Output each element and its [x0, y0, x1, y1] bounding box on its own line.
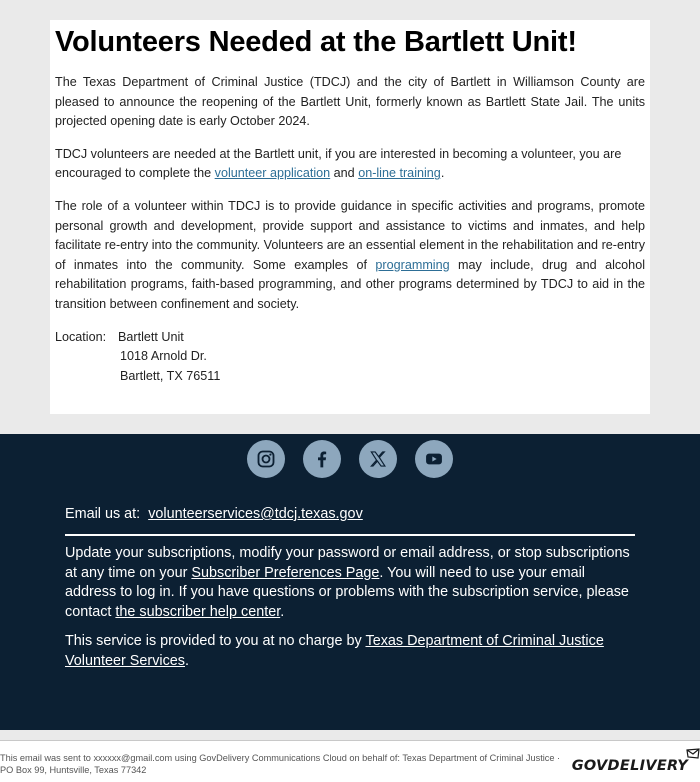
location-block	[55, 328, 645, 387]
email-label: Email us at:	[65, 506, 141, 522]
facebook-link[interactable]	[303, 440, 341, 478]
instagram-link[interactable]	[247, 440, 285, 478]
paragraph-text: TDCJ volunteers are needed at the Bartlett unit, if you are interested in becoming a volunteer, you are encouraged to complete the	[55, 146, 622, 181]
paragraph-text: may include, drug and alcohol rehabilitation programs, faith-based programming, and other programs determined by TDCJ to aid in the transition between confinement and society.	[55, 257, 645, 311]
paragraph-text: .	[185, 652, 189, 669]
subscription-text	[65, 544, 635, 622]
email-link[interactable]: volunteerservices@tdcj.texas.gov	[148, 506, 363, 522]
x-twitter-icon	[368, 449, 388, 469]
subscriber-help-center-link[interactable]: the subscriber help center	[115, 603, 281, 620]
paragraph-text: .	[280, 603, 285, 620]
paragraph-text: The role of a volunteer within TDCJ is to provide guidance in specific activities and programs, promote personal growth and development, provide support and assistance to victims and inmates, and help facilitate re-entry into the community. Volunteers are an essential element in the rehabilitation and re-entry of inmates into the community. Some examples of	[55, 198, 645, 272]
x-twitter-link[interactable]	[359, 440, 397, 478]
location-label: Location:	[55, 329, 107, 344]
subscriber-preferences-link[interactable]: Subscriber Preferences Page	[191, 564, 380, 581]
envelope-icon	[686, 748, 700, 760]
instagram-icon	[256, 449, 276, 469]
paragraph-text: This service is provided to you at no charge by	[65, 633, 366, 649]
email-line	[65, 505, 363, 523]
volunteer-application-link[interactable]: volunteer application	[214, 166, 331, 181]
article-title: Volunteers Needed at the Bartlett Unit!	[55, 26, 577, 58]
social-links	[0, 440, 700, 478]
youtube-icon	[424, 449, 444, 469]
article-paragraph-apply	[55, 145, 645, 184]
programming-link[interactable]: programming	[375, 257, 450, 272]
paragraph-text: . You will need to use your email address to log in. If you have questions or problems with the subscription service, please contact	[65, 564, 629, 620]
tdcj-volunteer-services-link[interactable]: Texas Department of Criminal Justice Volunteer Services	[65, 633, 604, 669]
footer	[0, 434, 700, 730]
footer-divider	[65, 534, 635, 536]
online-training-link[interactable]: on-line training	[358, 166, 441, 181]
youtube-link[interactable]	[415, 440, 453, 478]
service-text	[65, 632, 635, 671]
article-paragraph-intro: The Texas Department of Criminal Justice (TDCJ) and the city of Bartlett in Williamson County are pleased to announce the reopening of the Bartlett Unit, formerly known as Bartlett State Jail. The units projected opening date is early October 2024.	[55, 75, 645, 129]
facebook-icon	[312, 449, 332, 469]
govdelivery-logo: GOVDELIVERY	[571, 758, 688, 774]
bottom-bar	[0, 740, 700, 782]
article-card	[50, 20, 650, 414]
article-paragraph-role	[55, 197, 645, 315]
sent-notice: This email was sent to xxxxxx@gmail.com using GovDelivery Communications Cloud on behalf of: Texas Department of Criminal Justice · PO Box 99, Huntsville, Texas 77342	[0, 753, 561, 775]
paragraph-text: Update your subscriptions, modify your password or email address, or stop subscriptions at any time on your	[65, 545, 630, 581]
paragraph-text: .	[440, 166, 445, 181]
location-city: Bartlett, TX 76511	[120, 368, 221, 383]
location-name: Bartlett Unit	[118, 329, 184, 344]
paragraph-text: and	[330, 166, 359, 181]
location-street: 1018 Arnold Dr.	[120, 349, 207, 364]
